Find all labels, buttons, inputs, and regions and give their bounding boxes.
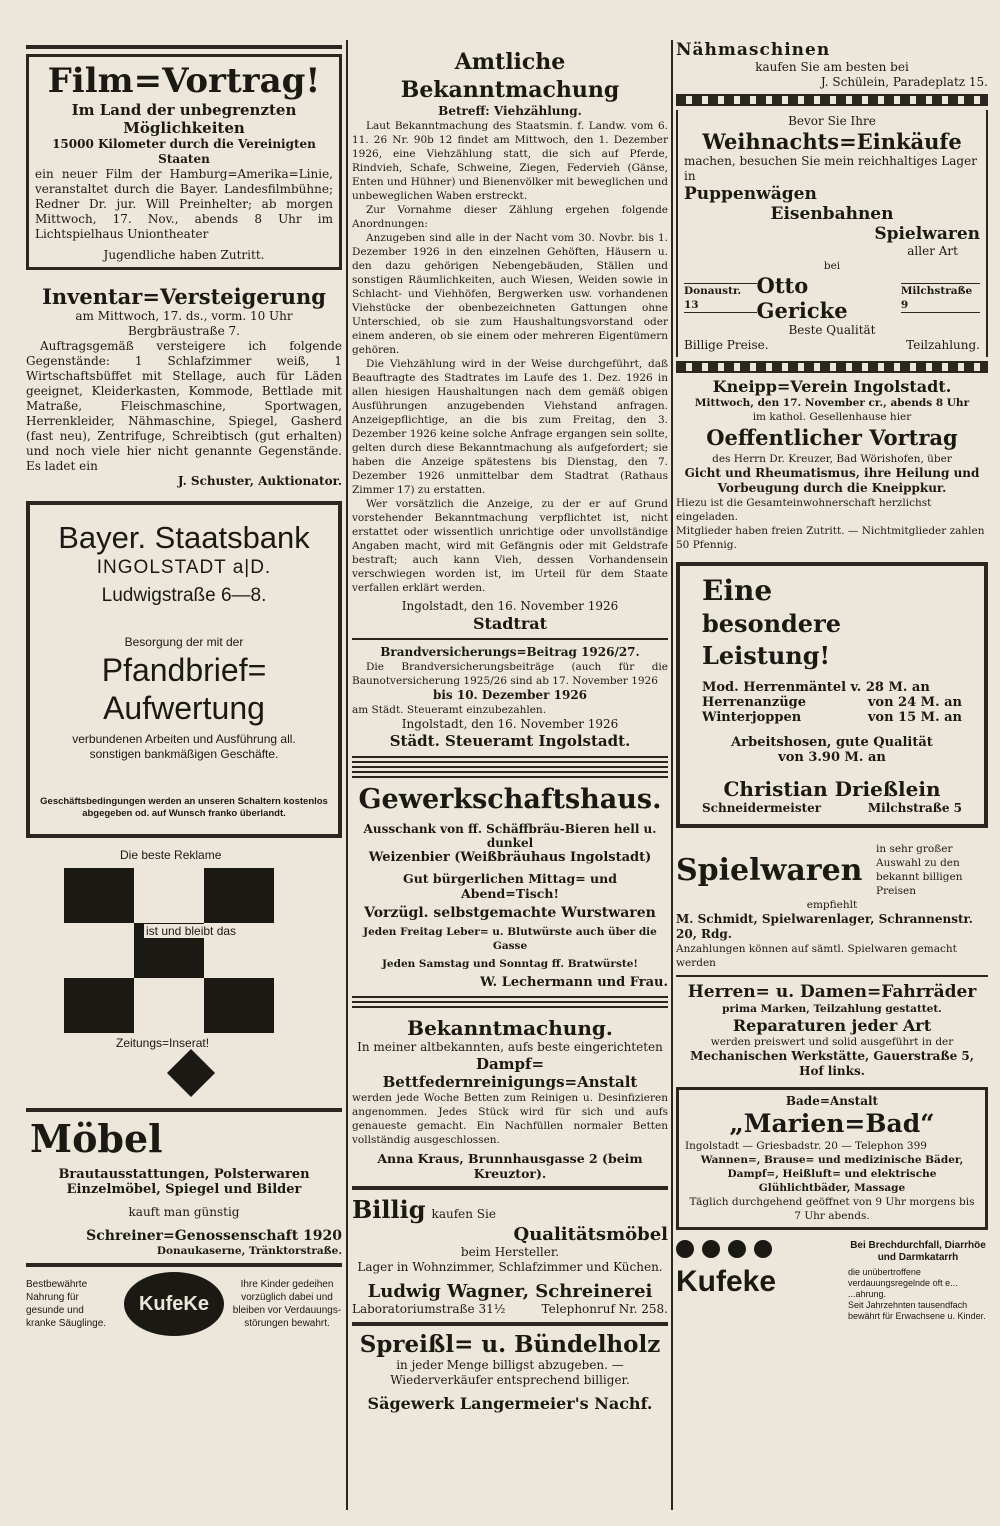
- bank-big1: Pfandbrief=: [101, 652, 267, 688]
- weihn-l3: Eisenbahnen: [770, 204, 894, 224]
- reklame-t3: Zeitungs=Inserat!: [116, 1036, 210, 1050]
- leistung-name: Christian Drießlein: [723, 777, 941, 801]
- dots-icon: [676, 1240, 816, 1262]
- kneipp-l6: Mitglieder haben freien Zutritt. — Nichtmitglieder zahlen 50 Pfennig.: [676, 525, 985, 551]
- leistung-footer: [702, 801, 962, 816]
- bad-title: „Marien=Bad“: [729, 1109, 935, 1138]
- kneipp-big: Oeffentlicher Vortrag: [706, 425, 958, 450]
- ornament-rule: [676, 94, 988, 106]
- column-1: [26, 40, 342, 1336]
- amtlich-p4: Die Viehzählung wird in der Weise durchgeführt, daß Beauftragte des Stadtrates im Laufe des 1. Dez. 1926 in allen hiesigen Haushaltungen nach dem gemäß obigen Ausführungen anzugebenden Viehstand anfragen. Anzeigepflichtige, an die bis zum Freitag, den 3. Dezember 1926 keine solche Anfrage ergangen sein sollte, gelten durch diese Bekanntmachung als aufgefordert; sie haben die Anzeige spätestens bis Dienstag, den 7. Dezember 1926 unmittelbar dem Stadtrat (Rathaus Zimmer 17) zu erstatten.: [352, 358, 668, 496]
- rule: [352, 1322, 668, 1326]
- weihn-shop: [684, 273, 980, 323]
- brand-pay: am Städt. Steueramt einzubezahlen.: [352, 704, 547, 716]
- kufeke-right: Ihre Kinder gedeihen vorzüglich dabei und bleiben vor Verdauungs-störungen bewahrt.: [232, 1279, 342, 1329]
- rad-l1: prima Marken, Teilzahlung gestattet.: [722, 1003, 942, 1015]
- leistung-f2: Milchstraße 5: [867, 801, 962, 815]
- billig-contact: [352, 1302, 668, 1317]
- leistung-r4: Arbeitshosen, gute Qualität: [731, 735, 933, 750]
- spiel-title: Spielwaren: [676, 852, 863, 888]
- film-ad: [26, 54, 342, 270]
- moebel-l2: Einzelmöbel, Spiegel und Bilder: [66, 1182, 302, 1197]
- weihn-pre: Bevor Sie Ihre: [788, 114, 876, 128]
- inventar-title: Inventar=Versteigerung: [42, 284, 326, 309]
- ornament-rule: [352, 996, 668, 1010]
- bekannt-title: Bekanntmachung.: [407, 1016, 613, 1040]
- billig-w3: Qualitätsmöbel: [513, 1224, 668, 1245]
- leistung-r1a: Mod. Herrenmäntel v. 28 M. an: [702, 680, 930, 695]
- inventar-signer: J. Schuster, Auktionator.: [177, 474, 342, 488]
- spiel-l1: empfiehlt: [806, 899, 858, 911]
- bad-pre: Bade=Anstalt: [785, 1094, 879, 1108]
- brand-date: Ingolstadt, den 16. November 1926: [401, 717, 619, 731]
- leistung-ad: [676, 562, 988, 828]
- kneipp-l2: im kathol. Gesellenhause hier: [752, 411, 912, 423]
- reklame-ad: [26, 848, 342, 1098]
- gewerk-title: Gewerkschaftshaus.: [358, 784, 662, 815]
- billig-w5: Lager in Wohnzimmer, Schlafzimmer und Küchen.: [357, 1260, 663, 1274]
- leistung-r2a: Herrenanzüge: [702, 695, 807, 710]
- bank-title: Bayer. Staatsbank: [58, 520, 310, 555]
- kufeke2-mid: die unübertroffene verdauungsregelnde oft e... ...ahrung.: [848, 1267, 958, 1299]
- weihn-title: Weihnachts=Einkäufe: [702, 129, 962, 154]
- moebel-l5: Donaukaserne, Tränktorstraße.: [156, 1245, 342, 1257]
- gewerk-l3: Gut bürgerlichen Mittag= und Abend=Tisch!: [403, 871, 617, 901]
- amtlich-title: Amtliche Bekanntmachung: [400, 49, 620, 103]
- moebel-l4: Schreiner=Genossenschaft 1920: [86, 1228, 342, 1244]
- bank-foot: Geschäftsbedingungen werden an unseren Schaltern kostenlos abgegeben od. auf Wunsch franko überlandt.: [40, 796, 328, 819]
- kneipp-l4: Gicht und Rheumatismus, ihre Heilung und Vorbeugung durch die Kneippkur.: [684, 466, 980, 495]
- bank-city: INGOLSTADT a|D.: [96, 557, 272, 578]
- leistung-t1: Eine: [702, 574, 773, 607]
- billig-tel: Telephonruf Nr. 258.: [541, 1302, 668, 1316]
- film-sub: Im Land der unbegrenzten Möglichkeiten: [71, 101, 297, 137]
- ornament-rule: [676, 361, 988, 373]
- film-title: Film=Vortrag!: [47, 61, 321, 101]
- naeh-l2: J. Schülein, Paradeplatz 15.: [820, 75, 988, 89]
- gewerk-l6: Jeden Samstag und Sonntag ff. Bratwürste!: [381, 958, 639, 970]
- kufeke2-ad: [676, 1240, 988, 1322]
- kneipp-l3: des Herrn Dr. Kreuzer, Bad Wörishofen, über: [712, 453, 952, 465]
- amtlich-betreff: Betreff: Viehzählung.: [438, 104, 582, 118]
- inventar-line1: am Mittwoch, 17. ds., vorm. 10 Uhr Bergbräustraße 7.: [75, 309, 293, 338]
- gewerk-l4: Vorzügl. selbstgemachte Wurstwaren: [364, 905, 656, 921]
- kufeke-logo: KufeKe: [124, 1272, 224, 1336]
- column-3: [676, 40, 988, 1322]
- bank-ad: [26, 501, 342, 838]
- leistung-f1: Schneidermeister: [702, 801, 822, 815]
- naeh-l1: kaufen Sie am besten bei: [755, 60, 909, 74]
- bad-l3: Täglich durchgehend geöffnet von 9 Uhr morgens bis 7 Uhr abends.: [689, 1196, 975, 1222]
- moebel-title: Möbel: [30, 1116, 163, 1161]
- leistung-r3a: Winterjoppen: [702, 710, 802, 725]
- rule: [676, 975, 988, 977]
- bekannt-body: werden jede Woche Betten zum Reinigen u. Desinfizieren angenommen. Jedes Stück wird für sich und aufs genaueste gemacht. Ein Nachfüllen normaler Betten vollständig ausgeschlossen.: [352, 1092, 668, 1146]
- kufeke-left: Bestbewährte Nahrung für gesunde und kranke Säuglinge.: [26, 1279, 107, 1329]
- bekannt-l3: Bettfedernreinigungs=Anstalt: [382, 1073, 638, 1091]
- bekannt-l1: In meiner altbekannten, aufs beste eingerichteten: [357, 1040, 663, 1054]
- leistung-row2: [702, 695, 962, 710]
- amtlich-p1: Laut Bekanntmachung des Staatsmin. f. Landw. vom 6. 11. 26 Nr. 90b 12 findet am Mittwoch, den 1. Dezember 1926, eine Viehzählung statt, die sich auf Pferde, Rindvieh, Schafe, Schweine, Ziegen, Federvieh (Gänse, Enten und Hühner) und Bienenvölker mit beweglichen und unbeweglichen Waben erstreckt.: [352, 120, 668, 202]
- leistung-r3b: von 15 M. an: [867, 710, 962, 725]
- weihn-b2: Teilzahlung.: [906, 338, 980, 352]
- kufeke2-brand: [676, 1240, 816, 1302]
- rad-l2: Reparaturen jeder Art: [732, 1016, 932, 1035]
- moebel-l1: Brautausstattungen, Polsterwaren: [58, 1167, 310, 1182]
- kufeke2-logo: Kufeke: [676, 1265, 777, 1298]
- film-note: Jugendliche haben Zutritt.: [103, 248, 265, 262]
- brand-body: Die Brandversicherungsbeiträge (auch für die Baunotversicherung 1925/26 sind ab 17. November 1926: [352, 661, 668, 687]
- weihn-left: Donaustr. 13: [684, 283, 757, 313]
- rad-l3: werden preiswert und solid ausgeführt in der: [710, 1036, 954, 1048]
- weihn-l5: aller Art: [907, 244, 958, 258]
- brand-until: bis 10. Dezember 1926: [432, 688, 588, 702]
- weihn-l1: machen, besuchen Sie mein reichhaltiges Lager in: [684, 154, 977, 183]
- brand-title: Brandversicherungs=Beitrag 1926/27.: [380, 645, 640, 659]
- weihn-l2: Puppenwägen: [684, 184, 817, 204]
- leistung-row3: [702, 710, 962, 725]
- bekannt-sig: Anna Kraus, Brunnhausgasse 2 (beim Kreuztor).: [377, 1151, 643, 1181]
- rule: [26, 45, 342, 49]
- billig-header: [352, 1195, 668, 1224]
- moebel-l3: kauft man günstig: [128, 1205, 240, 1219]
- rule: [352, 638, 668, 640]
- gewerk-sig: W. Lechermann und Frau.: [480, 975, 668, 990]
- kneipp-l1: Mittwoch, den 17. November cr., abends 8 Uhr: [694, 397, 970, 409]
- brand-sig: Städt. Steueramt Ingolstadt.: [389, 732, 631, 750]
- bekannt-l2: Dampf=: [475, 1055, 545, 1073]
- billig-w1: Billig: [352, 1195, 426, 1224]
- weihn-l4: Spielwaren: [874, 224, 980, 244]
- rule: [26, 1108, 342, 1112]
- spreissl-body: in jeder Menge billigst abzugeben. — Wiederverkäufer entsprechend billiger.: [390, 1358, 630, 1387]
- reklame-t1: Die beste Reklame: [120, 848, 222, 862]
- gewerk-l1: Ausschank von ff. Schäffbräu-Bieren hell u. dunkel: [363, 822, 657, 850]
- weihn-bei: bei: [823, 260, 841, 272]
- amtlich-sig: Stadtrat: [472, 614, 548, 633]
- billig-w2: kaufen Sie: [431, 1207, 496, 1221]
- gewerk-l5: Jeden Freitag Leber= u. Blutwürste auch über die Gasse: [363, 926, 657, 952]
- ornament-rule: [352, 756, 668, 778]
- reklame-t2: ist und bleibt das: [146, 924, 237, 938]
- weihn-q: Beste Qualität: [788, 323, 876, 337]
- bad-l2: Dampf=, Heißluft= und elektrische Glühlichtbäder, Massage: [727, 1168, 937, 1194]
- leistung-r5: von 3.90 M. an: [778, 750, 886, 765]
- naeh-title: Nähmaschinen: [676, 40, 831, 60]
- bad-addr: Ingolstadt — Griesbadstr. 20 — Telephon 399: [685, 1140, 927, 1152]
- kufeke2-bot: Seit Jahrzehnten tausendfach bewährt für Erwachsene u. Kinder.: [848, 1300, 986, 1321]
- weihn-name: Otto Gericke: [756, 273, 848, 323]
- leistung-r2b: von 24 M. an: [867, 695, 962, 710]
- amtlich-p3: Anzugeben sind alle in der Nacht vom 30. Novbr. bis 1. Dezember 1926 in den einzelnen Gehöften, Häusern u. den dazu gehörigen Nebengebäuden, Ställen und sonstigen Räumlichkeiten, auch Wiesen, Weiden sowie in Schlacht- und Viehhöfen, Bergwerken usw. vorhandenen Viehstücke der obenbezeichneten Gattungen ohne Unterschied, ob sie zum Haushaltungsvorstand oder einem anderen, ob sie einem oder mehreren Eigentümern gehören.: [352, 232, 668, 356]
- spiel-side: in sehr großer Auswahl zu den bekannt billigen Preisen: [876, 843, 963, 897]
- inventar-body: Auftragsgemäß versteigere ich folgende Gegenstände: 1 Schlafzimmer weiß, 1 Wirtschaftsbüffet mit Stellage, auch für Läden geeignet, Kleiderkasten, Kommode, Bettlade mit Matraße, Fleischmaschine, Sportwagen, Herrenkleider, Nähmaschine, Spiegel, Gasherd (fast neu), Zentrifuge, Schreibtisch (gut erhalten) und noch viele hier nicht genannte Gegenstände. Es ladet ein: [26, 339, 342, 473]
- leistung-t2: besondere Leistung!: [702, 609, 841, 670]
- film-body: ein neuer Film der Hamburg=Amerika=Linie, veranstaltet durch die Bayer. Landesfilmbühne; Redner Dr. jur. Will Preinhelter; ab morgen Mittwoch, 17. Nov., abends 8 Uhr im Lichtspielhaus Uniontheater: [35, 167, 333, 241]
- rule: [26, 1263, 342, 1267]
- kufeke-ad: [26, 1272, 342, 1336]
- column-rule-2: [671, 40, 673, 1510]
- column-rule-1: [346, 40, 348, 1510]
- column-2: [352, 40, 668, 1413]
- kufeke2-text: [848, 1240, 988, 1322]
- bank-street: Ludwigstraße 6—8.: [101, 585, 267, 606]
- billig-addr: Laboratoriumstraße 31½: [352, 1302, 506, 1316]
- weihn-right: Milchstraße 9: [901, 283, 980, 313]
- rad-title: Herren= u. Damen=Fahrräder: [687, 982, 977, 1002]
- weihn-b1: Billige Preise.: [684, 338, 769, 352]
- gewerk-l2: Weizenbier (Weißbräuhaus Ingolstadt): [368, 850, 652, 865]
- film-line1: 15000 Kilometer durch die Vereinigten Staaten: [52, 137, 316, 166]
- amtlich-p5: Wer vorsätzlich die Anzeige, zu der er auf Grund vorstehender Bekanntmachung verpflichtet ist, nicht erstattet oder wissentlich unrichtige oder unvollständige Angaben macht, wird mit Gefängnis oder mit Geldstrafe bestraft; auch kann Vieh, dessen Vorhandensein verschwiegen worden ist, im Urteil für dem Staate verfallen erklärt werden.: [352, 498, 668, 594]
- amtlich-p2: Zur Vornahme dieser Zählung ergehen folgende Anordnungen:: [352, 204, 668, 230]
- weihn-ad: [676, 110, 988, 357]
- bank-post: verbundenen Arbeiten und Ausführung all. sonstigen bankmäßigen Geschäfte.: [72, 732, 296, 761]
- kneipp-l5: Hiezu ist die Gesamteinwohnerschaft herzlichst eingeladen.: [676, 497, 932, 523]
- bank-pre: Besorgung der mit der: [124, 635, 244, 649]
- kufeke2-top: Bei Brechdurchfall, Diarrhöe und Darmkatarrh: [850, 1240, 986, 1263]
- bad-ad: [676, 1087, 988, 1230]
- spreissl-sig: Sägewerk Langermeier's Nachf.: [367, 1394, 653, 1413]
- spiel-header: [676, 842, 988, 898]
- spreissl-title: Spreißl= u. Bündelholz: [359, 1331, 661, 1358]
- bank-big2: Aufwertung: [103, 690, 265, 726]
- bad-l1: Wannen=, Brause= und medizinische Bäder,: [700, 1154, 964, 1166]
- billig-w4: beim Hersteller.: [460, 1245, 560, 1259]
- kneipp-title: Kneipp=Verein Ingolstadt.: [712, 377, 952, 396]
- diamond-icon: [167, 1049, 215, 1097]
- spiel-l2: M. Schmidt, Spielwarenlager, Schrannenstr. 20, Rdg.: [676, 912, 973, 941]
- weihn-footer: [684, 338, 980, 353]
- rule: [352, 1186, 668, 1190]
- spiel-l3: Anzahlungen können auf sämtl. Spielwaren gemacht werden: [676, 943, 957, 969]
- billig-name: Ludwig Wagner, Schreinerei: [367, 1281, 653, 1302]
- amtlich-date: Ingolstadt, den 16. November 1926: [401, 599, 619, 613]
- rad-l4: Mechanischen Werkstätte, Gauerstraße 5, Hof links.: [690, 1049, 974, 1078]
- checker-graphic: [64, 868, 274, 1033]
